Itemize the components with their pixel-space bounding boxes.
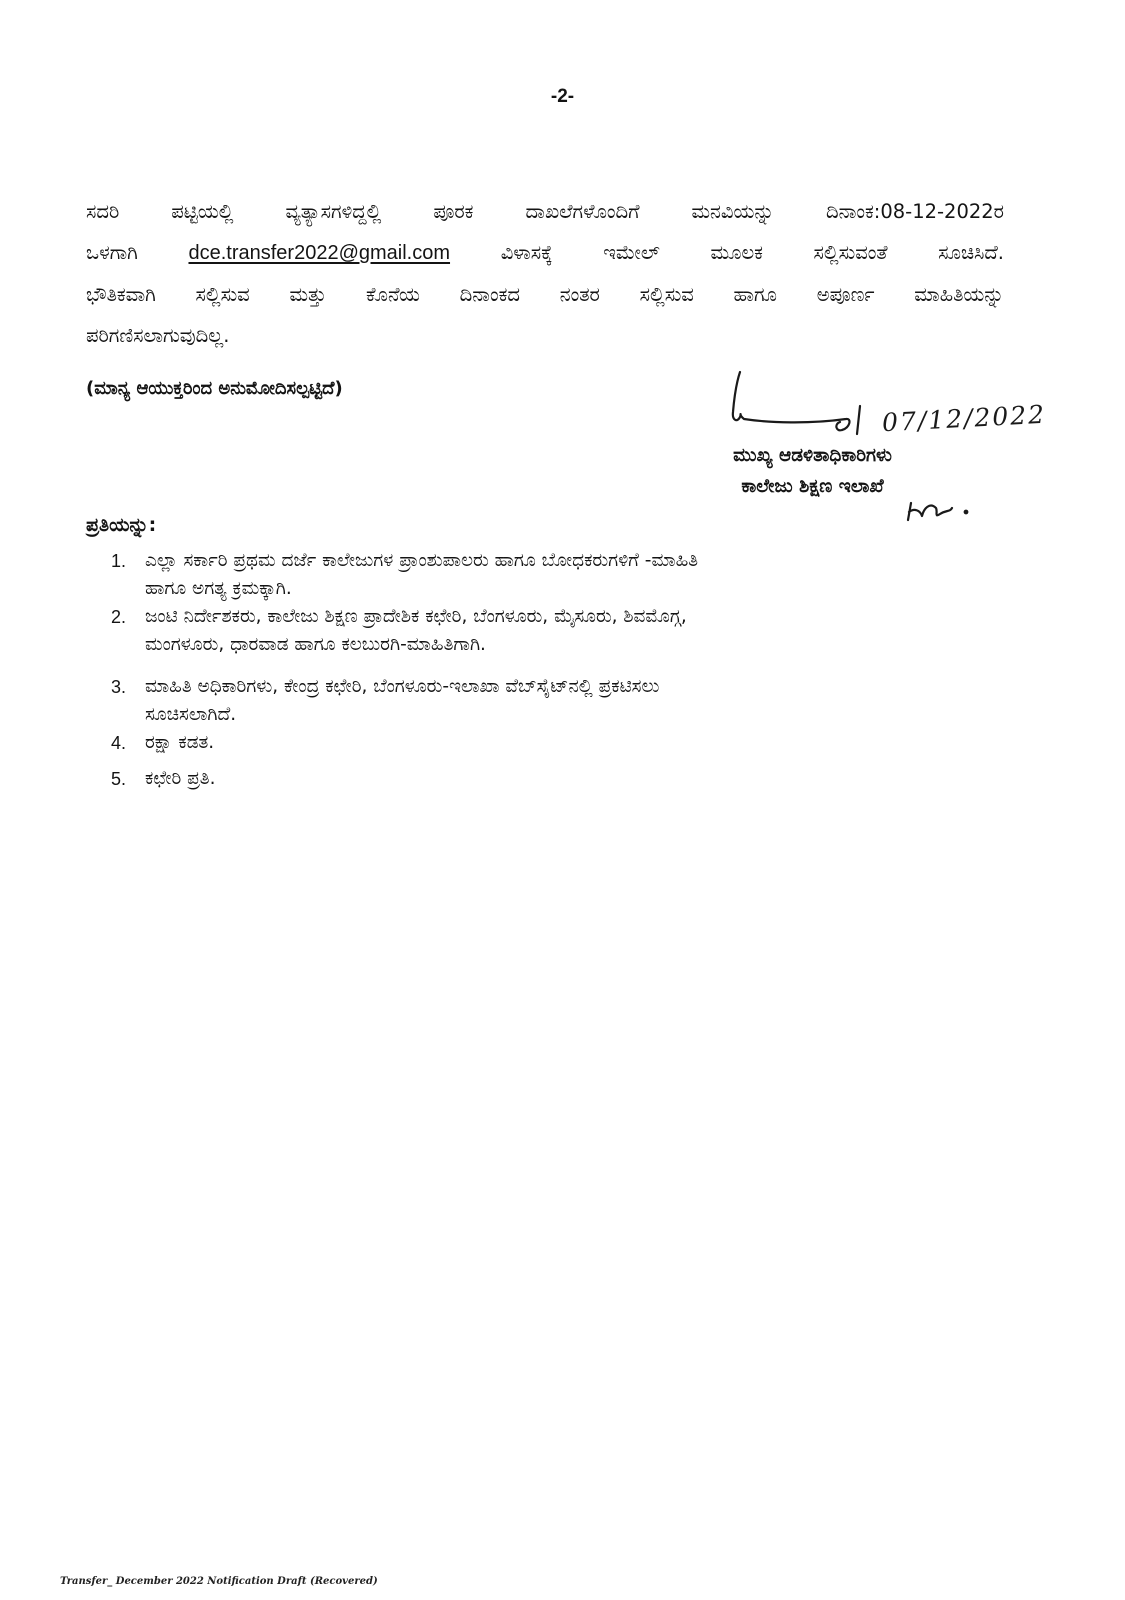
paragraph-line-2 xyxy=(86,232,1004,274)
list-item xyxy=(103,603,983,659)
paragraph-line-4: ಪರಿಗಣಿಸಲಾಗುವುದಿಲ್ಲ. xyxy=(86,324,230,347)
approval-note: (ಮಾನ್ಯ ಆಯುಕ್ತರಿಂದ ಅನುಮೋದಿಸಲ್ಪಟ್ಟಿದೆ) xyxy=(86,378,343,399)
signature-vertical-stroke xyxy=(857,406,860,434)
list-item xyxy=(103,765,983,793)
page-number: -2- xyxy=(550,86,575,107)
signatory-department: ಕಾಲೇಜು ಶಿಕ್ಷಣ ಇಲಾಖೆ xyxy=(741,476,884,497)
copies-heading: ಪ್ರತಿಯನ್ನು: xyxy=(86,514,157,536)
footer-filename: Transfer_ December 2022 Notification Draft (Recovered) xyxy=(60,1576,378,1587)
paragraph-line-3: ಭೌತಿಕವಾಗಿ ಸಲ್ಲಿಸುವ ಮತ್ತು ಕೊನೆಯ ದಿನಾಂಕದ ನಂತರ ಸಲ್ಲಿಸುವ ಹಾಗೂ ಅಪೂರ್ಣ ಮಾಹಿತಿಯನ್ನು xyxy=(86,283,1004,306)
list-item-number: 5. xyxy=(111,769,127,789)
paragraph-line-2-prefix: ಒಳಗಾಗಿ xyxy=(86,241,138,264)
list-item-line: ಮಾಹಿತಿ ಅಧಿಕಾರಿಗಳು, ಕೇಂದ್ರ ಕಛೇರಿ, ಬೆಂಗಳೂರು-ಇಲಾಖಾ ವೆಬ್‌ಸೈಟ್‌ನಲ್ಲಿ ಪ್ರಕಟಿಸಲು xyxy=(145,676,660,697)
paragraph-line-2-suffix: ವಿಳಾಸಕ್ಕೆ ಇಮೇಲ್ ಮೂಲಕ ಸಲ್ಲಿಸುವಂತೆ ಸೂಚಿಸಿದೆ. xyxy=(500,241,1004,264)
list-item-number: 1. xyxy=(111,551,127,571)
list-item-line: ಜಂಟಿ ನಿರ್ದೇಶಕರು, ಕಾಲೇಜು ಶಿಕ್ಷಣ ಪ್ರಾದೇಶಿಕ ಕಛೇರಿ, ಬೆಂಗಳೂರು, ಮೈಸೂರು, ಶಿವಮೊಗ್ಗ, xyxy=(145,606,687,627)
list-item-line: ರಕ್ಷಾ ಕಡತ. xyxy=(145,732,215,753)
list-item-line: ಎಲ್ಲಾ ಸರ್ಕಾರಿ ಪ್ರಥಮ ದರ್ಜೆ ಕಾಲೇಜುಗಳ ಪ್ರಾಂಶುಪಾಲರು ಹಾಗೂ ಬೋಧಕರುಗಳಿಗೆ -ಮಾಹಿತಿ xyxy=(145,550,699,571)
signature-main-stroke xyxy=(733,372,850,430)
list-item-text xyxy=(145,547,983,603)
list-item-number: 2. xyxy=(111,607,127,627)
paragraph-line-1: ಸದರಿ ಪಟ್ಟಿಯಲ್ಲಿ ವ್ಯತ್ಯಾಸಗಳಿದ್ದಲ್ಲಿ ಪೂರಕ ದಾಖಲೆಗಳೊಂದಿಗೆ ಮನವಿಯನ್ನು ದಿನಾಂಕ:08-12-2022ರ xyxy=(86,200,1004,223)
list-item-text xyxy=(145,603,983,659)
signature-initials-dot xyxy=(965,511,968,514)
list-item-text xyxy=(145,729,983,757)
copies-list xyxy=(103,547,983,793)
list-item-line: ಮಂಗಳೂರು, ಧಾರವಾಡ ಹಾಗೂ ಕಲಬುರಗಿ-ಮಾಹಿತಿಗಾಗಿ. xyxy=(145,634,486,655)
list-item-text xyxy=(145,673,983,729)
signatory-designation: ಮುಖ್ಯ ಆಡಳಿತಾಧಿಕಾರಿಗಳು xyxy=(733,445,892,466)
list-item-line: ಕಛೇರಿ ಪ್ರತಿ. xyxy=(145,768,216,789)
list-item xyxy=(103,547,983,603)
signatory-block xyxy=(660,440,965,502)
list-item-number: 4. xyxy=(111,733,127,753)
list-item-text xyxy=(145,765,983,793)
email-address: dce.transfer2022@gmail.com xyxy=(188,242,451,264)
signature-initials xyxy=(908,503,952,520)
list-item-line: ಸೂಚಿಸಲಾಗಿದೆ. xyxy=(145,704,237,725)
handwritten-date: 07/12/2022 xyxy=(881,399,1047,438)
list-item-number: 3. xyxy=(111,677,127,697)
list-item xyxy=(103,673,983,729)
list-item-line: ಹಾಗೂ ಅಗತ್ಯ ಕ್ರಮಕ್ಕಾಗಿ. xyxy=(145,578,292,599)
list-item xyxy=(103,729,983,757)
notice-paragraph xyxy=(86,191,1004,356)
